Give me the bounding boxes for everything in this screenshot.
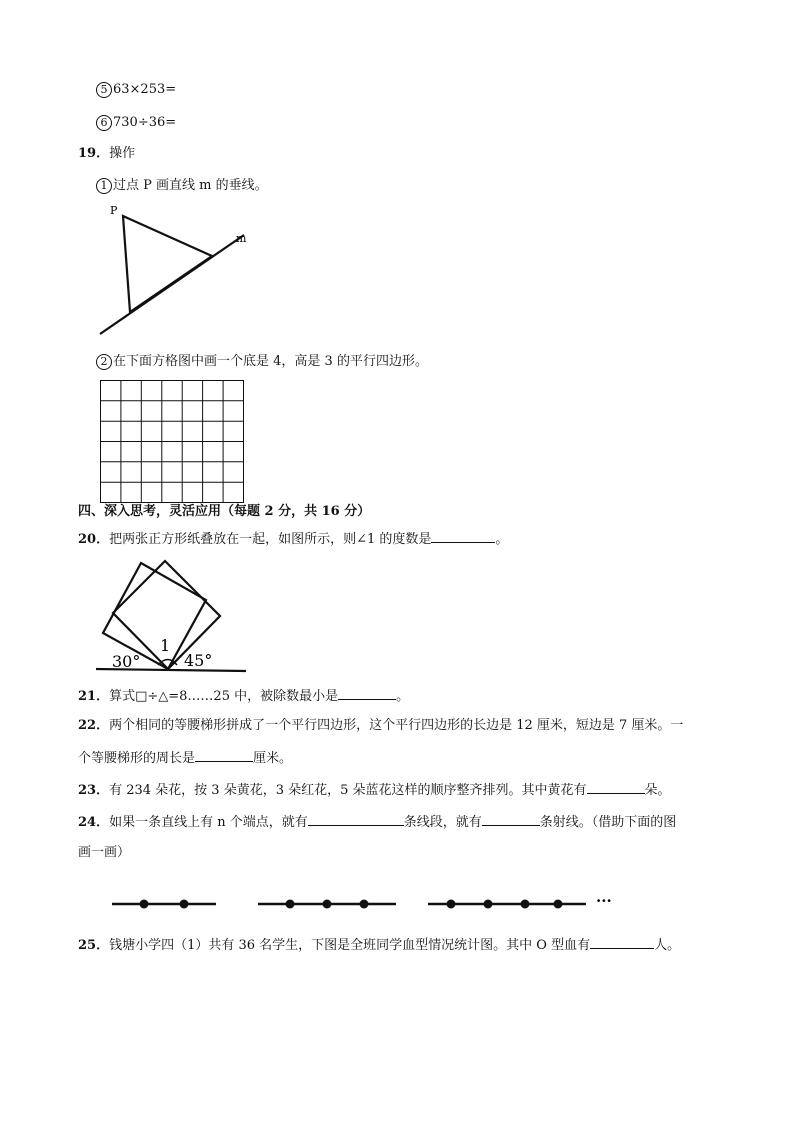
- question-number: 25．: [78, 938, 110, 953]
- question-text: 有 234 朵花，按 3 朵黄花，3 朵红花，5 朵蓝花这样的顺序整齐排列。其中黄花有: [109, 783, 587, 798]
- question-21: [78, 685, 409, 707]
- circled-number-1: 1: [96, 178, 112, 194]
- point: [140, 900, 149, 909]
- answer-blank[interactable]: [195, 747, 253, 762]
- part-2-text: 在下面方格图中画一个底是 4，高是 3 的平行四边形。: [113, 354, 428, 369]
- point: [360, 900, 369, 909]
- question-text-end: 人。: [654, 938, 681, 953]
- overlapping-squares-figure: [96, 558, 256, 678]
- question-19: [78, 144, 135, 164]
- question-24: [78, 811, 676, 833]
- question-number: 20．: [78, 532, 110, 547]
- ellipsis: ···: [596, 892, 612, 910]
- question-text-end: 。: [396, 689, 410, 704]
- question-22: [78, 716, 683, 736]
- calc-item-6: [96, 113, 176, 133]
- question-text-end: 。: [495, 532, 509, 547]
- square-grid[interactable]: [100, 380, 246, 505]
- circled-number-6: 6: [96, 115, 112, 131]
- answer-blank-segments[interactable]: [308, 811, 404, 826]
- line-with-4-points: [428, 900, 586, 909]
- calc-item-5: [96, 80, 176, 100]
- question-text: 算式□÷△=8……25 中，被除数最小是: [109, 689, 339, 704]
- question-22-continued: [78, 747, 292, 769]
- question-text-end: 朵。: [644, 783, 671, 798]
- answer-blank[interactable]: [590, 934, 654, 949]
- question-number: 22．: [78, 718, 110, 733]
- question-25: [78, 934, 680, 956]
- angle-30-label: 30°: [112, 652, 141, 671]
- answer-blank[interactable]: [587, 779, 645, 794]
- question-title: 操作: [109, 146, 136, 161]
- angle-1-label: 1: [160, 636, 171, 655]
- answer-blank-rays[interactable]: [482, 811, 540, 826]
- section-4-heading: 四、深入思考，灵活应用（每题 2 分，共 16 分）: [78, 504, 371, 519]
- label-point-p: P: [110, 204, 118, 217]
- calc-expression-6: 730÷36=: [113, 115, 177, 130]
- question-23: [78, 779, 671, 801]
- line-with-3-points: [258, 900, 396, 909]
- point: [521, 900, 530, 909]
- question-text-part-2: 条线段，就有: [403, 815, 482, 830]
- question-text-end: 厘米。: [253, 751, 293, 766]
- circled-number-5: 5: [96, 82, 112, 98]
- question-number: 19．: [78, 146, 110, 161]
- circled-number-2: 2: [96, 354, 112, 370]
- question-text-part-3: 条射线。（借助下面的图: [539, 815, 677, 830]
- question-number: 21．: [78, 689, 110, 704]
- question-text-part-1: 如果一条直线上有 n 个端点，就有: [109, 815, 308, 830]
- question-text: 把两张正方形纸叠放在一起，如图所示，则∠1 的度数是: [109, 532, 432, 547]
- question-text: 钱塘小学四（1）共有 36 名学生，下图是全班同学血型情况统计图。其中 O 型血有: [109, 938, 591, 953]
- line-with-2-points: [112, 900, 216, 909]
- question-19-part-1: [96, 176, 268, 196]
- question-number: 24．: [78, 815, 110, 830]
- question-text-line-2: 个等腰梯形的周长是: [78, 751, 196, 766]
- triangle: [123, 216, 212, 312]
- point: [484, 900, 493, 909]
- line-points-figure: [108, 894, 638, 914]
- answer-blank[interactable]: [431, 528, 495, 543]
- perpendicular-figure: [92, 200, 272, 340]
- point: [323, 900, 332, 909]
- angle-45-label: 45°: [184, 651, 213, 670]
- point: [554, 900, 563, 909]
- label-line-m: m: [236, 232, 247, 245]
- point: [447, 900, 456, 909]
- question-text-line-1: 两个相同的等腰梯形拼成了一个平行四边形，这个平行四边形的长边是 12 厘米，短边是 7 厘米。一: [109, 718, 684, 733]
- part-1-text: 过点 P 画直线 m 的垂线。: [113, 178, 268, 193]
- question-20: [78, 528, 508, 550]
- answer-blank[interactable]: [338, 685, 396, 700]
- point: [286, 900, 295, 909]
- point: [180, 900, 189, 909]
- calc-expression-5: 63×253=: [113, 82, 177, 97]
- question-19-part-2: [96, 352, 428, 372]
- question-number: 23．: [78, 783, 110, 798]
- question-24-continued: 画一画）: [78, 845, 131, 860]
